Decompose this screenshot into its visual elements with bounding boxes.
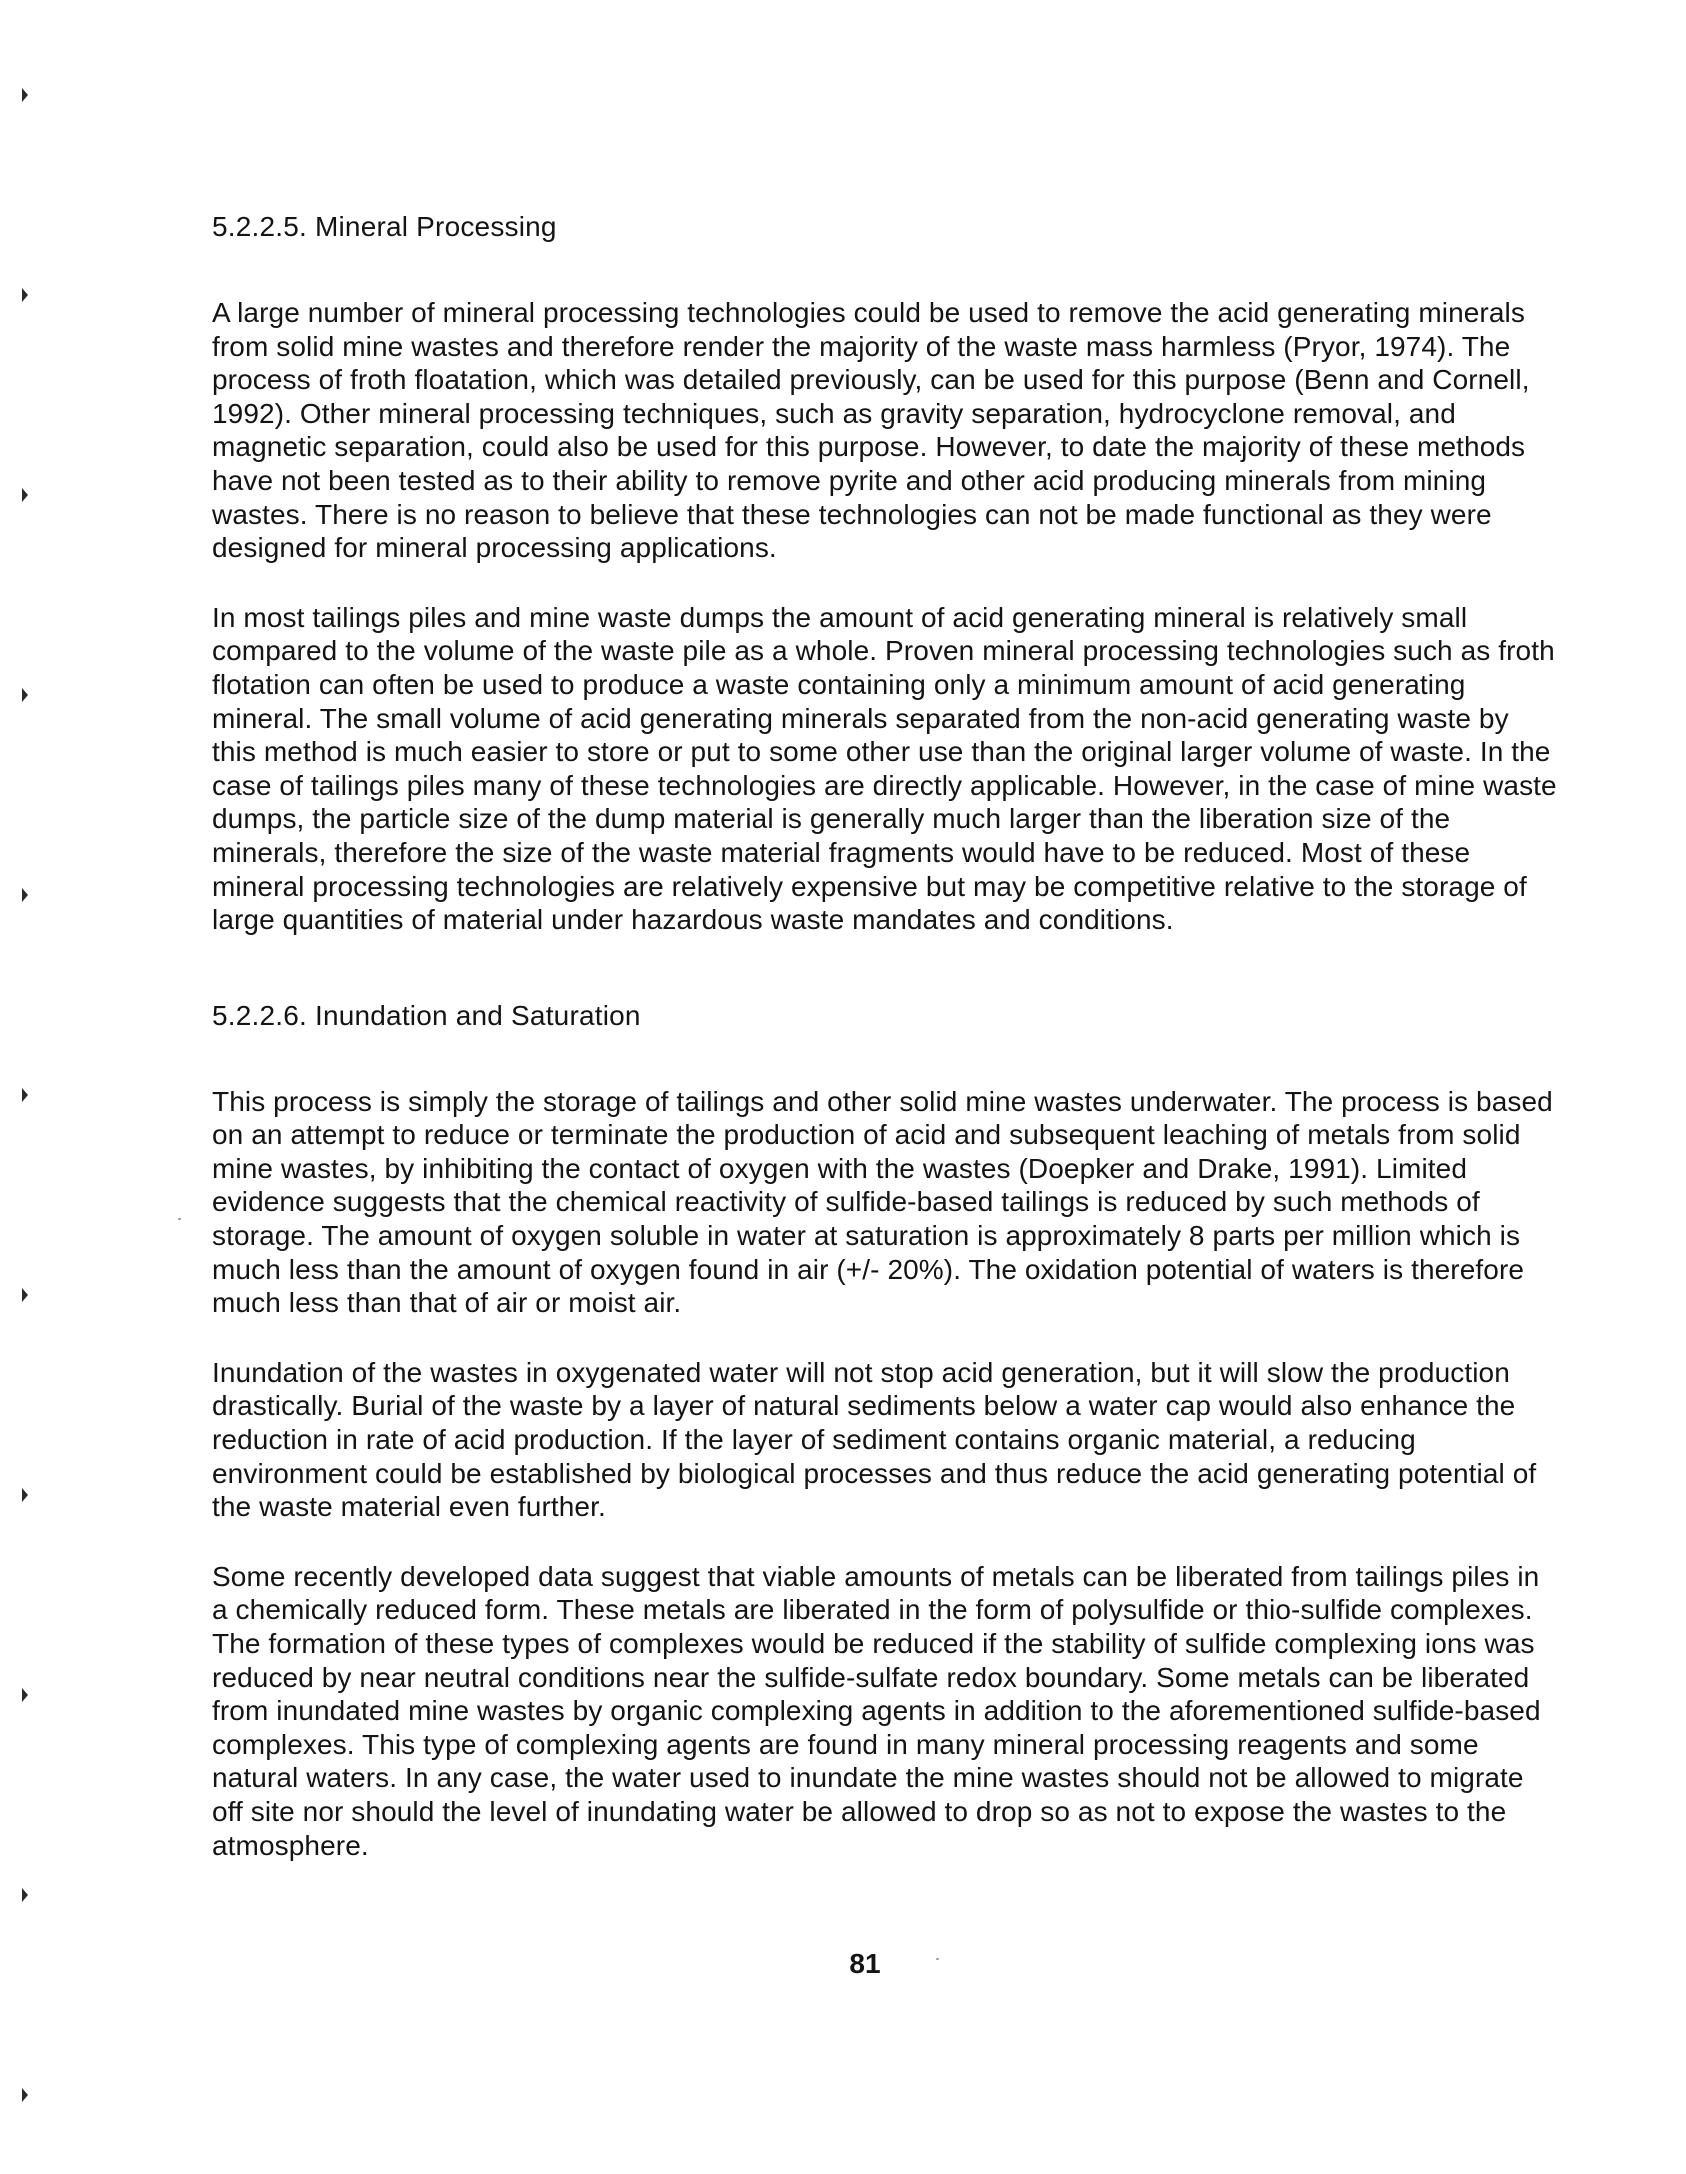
document-body: [212, 210, 1557, 1862]
scan-speck: [178, 1218, 181, 1220]
margin-mark: [22, 1288, 28, 1302]
section-inundation-saturation: [212, 999, 1557, 1862]
margin-mark: [22, 288, 28, 302]
margin-mark: [22, 88, 28, 102]
margin-mark: [22, 1488, 28, 1502]
section-mineral-processing: [212, 210, 1557, 937]
margin-mark: [22, 888, 28, 902]
page-number: 81: [849, 1948, 881, 1979]
margin-mark: [22, 1688, 28, 1702]
paragraph: Some recently developed data suggest that viable amounts of metals can be liberated from tailings piles in a chemically reduced form. These metals are liberated in the form of polysulfide or thio-sulfide complexes. The formation of these types of complexes would be reduced if the stability of sulfide complexing ions was reduced by near neutral conditions near the sulfide-sulfate redox boundary. Some metals can be liberated from inundated mine wastes by organic complexing agents in addition to the aforementioned sulfide-based complexes. This type of complexing agents are found in many mineral processing reagents and some natural waters. In any case, the water used to inundate the mine wastes should not be allowed to migrate off site nor should the level of inundating water be allowed to drop so as not to expose the wastes to the atmosphere.: [212, 1560, 1541, 1861]
margin-mark: [22, 488, 28, 502]
paragraph: Inundation of the wastes in oxygenated water will not stop acid generation, but it will slow the production drastically. Burial of the waste by a layer of natural sediments below a water cap would also enhance the reduction in rate of acid production. If the layer of sediment contains organic material, a reducing environment could be established by biological processes and thus reduce the acid generating potential of the waste material even further.: [212, 1356, 1537, 1523]
margin-mark: [22, 1088, 28, 1102]
paragraph: A large number of mineral processing technologies could be used to remove the acid generating minerals from solid mine wastes and therefore render the majority of the waste mass harmless (Pryor, 1974). The process of froth floatation, which was detailed previously, can be used for this purpose (Benn and Cornell, 1992). Other mineral processing techniques, such as gravity separation, hydrocyclone removal, and magnetic separation, could also be used for this purpose. However, to date the majority of these methods have not been tested as to their ability to remove pyrite and other acid producing minerals from mining wastes. There is no reason to believe that these technologies can not be made functional as they were designed for mineral processing applications.: [212, 297, 1530, 564]
margin-mark: [22, 2088, 28, 2102]
paragraph: In most tailings piles and mine waste dumps the amount of acid generating mineral is relatively small compared to the volume of the waste pile as a whole. Proven mineral processing technologies such as froth flotation can often be used to produce a waste containing only a minimum amount of acid generating mineral. The small volume of acid generating minerals separated from the non-acid generating waste by this method is much easier to store or put to some other use than the original larger volume of waste. In the case of tailings piles many of these technologies are directly applicable. However, in the case of mine waste dumps, the particle size of the dump material is generally much larger than the liberation size of the minerals, therefore the size of the waste material fragments would have to be reduced. Most of these mineral processing technologies are relatively expensive but may be competitive relative to the storage of large quantities of material under hazardous waste mandates and conditions.: [212, 601, 1557, 936]
section-heading: 5.2.2.5. Mineral Processing: [212, 211, 557, 242]
paragraph: This process is simply the storage of tailings and other solid mine wastes underwater. The process is based on an attempt to reduce or terminate the production of acid and subsequent leaching of metals from solid mine wastes, by inhibiting the contact of oxygen with the wastes (Doepker and Drake, 1991). Limited evidence suggests that the chemical reactivity of sulfide-based tailings is reduced by such methods of storage. The amount of oxygen soluble in water at saturation is approximately 8 parts per million which is much less than the amount of oxygen found in air (+/- 20%). The oxidation potential of waters is therefore much less than that of air or moist air.: [212, 1085, 1553, 1319]
section-heading: 5.2.2.6. Inundation and Saturation: [212, 999, 641, 1031]
margin-mark: [22, 1888, 28, 1902]
margin-mark: [22, 688, 28, 702]
